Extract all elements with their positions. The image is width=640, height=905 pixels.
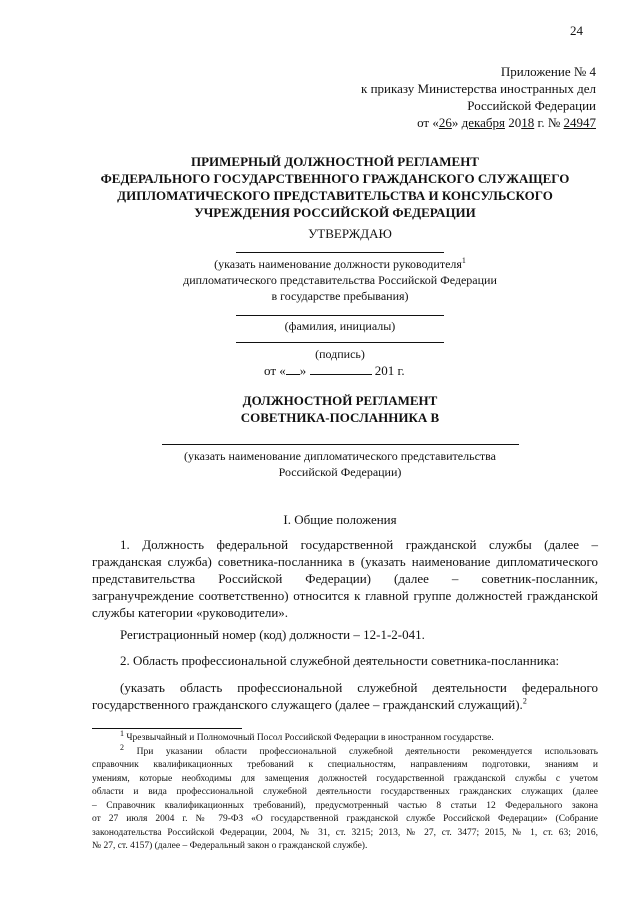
paragraph-2: 2. Область профессиональной служебной деятельности советника-посланника:	[120, 653, 560, 668]
mission-underline	[162, 444, 519, 445]
signature-underline	[236, 342, 444, 343]
footnote-1: $^1$ Чрезвычайный и Полномочный Посол Российской Федерации в иностранном государстве.	[120, 728, 494, 743]
page-number: 24	[570, 23, 583, 38]
paragraph-3: (указать область профессиональной служебной деятельности федерального государственного гражданского служащего (далее – гражданский служащий).$^2$	[92, 680, 598, 712]
signature-hint: (подпись)	[315, 347, 365, 361]
annex-number: 24947	[563, 115, 596, 130]
annex-line-1: Приложение № 4	[500, 64, 596, 79]
approval-date-line: от « » 201 г.	[264, 363, 405, 378]
annex-line-3: Российской Федерации	[467, 98, 596, 113]
regulation-title: ДОЛЖНОСТНОЙ РЕГЛАМЕНТ СОВЕТНИКА-ПОСЛАННИКА В	[240, 393, 440, 425]
name-underline	[236, 315, 444, 316]
annex-year: 18	[521, 115, 535, 130]
annex-month: декабря	[461, 115, 505, 130]
footnotes: $^1$ Чрезвычайный и Полномочный Посол Российской Федерации в иностранном государстве. $^2$ При указании области профессиональной служебной деятельности рекомендуется использовать справочник квалификационных требований к специальностям, направлениям подготовки, знаниям и умениям, которые необходимы для замещения должностей государственной гражданской службы с учетом области и вида профессиональной служебной деятельности государственных гражданских служащих (далее – Справочник квалификационных требований), предусмотренный частью 8 статьи 12 Федерального закона от 27 июля 2004 г. № 79-ФЗ «О государственной гражданской службе Российской Федерации» (Собрание законодательства Российской Федерации, 2004, № 31, ст. 3215; 2013, № 27, ст. 3477; 2015, № 1, ст. 63; 2016, № 27, ст. 4157) (далее – Федеральный закон о гражданской службе).	[92, 728, 599, 851]
section-heading: I. Общие положения	[283, 512, 397, 527]
position-hint: (указать наименование должности руководителя$^1$ дипломатического представительства Российской Федерации в государстве пребывания)	[183, 256, 497, 303]
document-title: ПРИМЕРНЫЙ ДОЛЖНОСТНОЙ РЕГЛАМЕНТ ФЕДЕРАЛЬНОГО ГОСУДАРСТВЕННОГО ГРАЖДАНСКОГО СЛУЖАЩЕГО ДИПЛОМАТИЧЕСКОГО ПРЕДСТАВИТЕЛЬСТВА И КОНСУЛЬСКОГО УЧРЕЖДЕНИЯ РОССИЙСКОЙ ФЕДЕРАЦИИ	[100, 154, 570, 220]
annex-line-2: к приказу Министерства иностранных дел	[361, 81, 596, 96]
mission-hint: (указать наименование дипломатического представительства Российской Федерации)	[184, 449, 496, 479]
footnote-2: $^2$ При указании области профессиональной служебной деятельности рекомендуется использовать	[120, 742, 599, 757]
annex-day: 26	[438, 115, 452, 130]
paragraph-1: 1. Должность федеральной государственной гражданской службы (далее – гражданская служба) советника-посланника в (указать наименование дипломатического представительства Российской Федерации) (далее – советник-посланник, загранучреждение соответственно) относится к главной группе должностей гражданской службы категории «руководители».	[92, 537, 598, 620]
approve-heading: УТВЕРЖДАЮ	[308, 226, 392, 241]
registration-number: Регистрационный номер (код) должности – 12-1-2-041.	[120, 627, 425, 642]
position-underline	[236, 252, 444, 253]
name-hint: (фамилия, инициалы)	[284, 319, 396, 333]
annex-block	[300, 63, 596, 131]
annex-date-line: от «26» декабря 2018 г. № 24947	[417, 115, 596, 130]
footnote-separator	[92, 728, 242, 729]
